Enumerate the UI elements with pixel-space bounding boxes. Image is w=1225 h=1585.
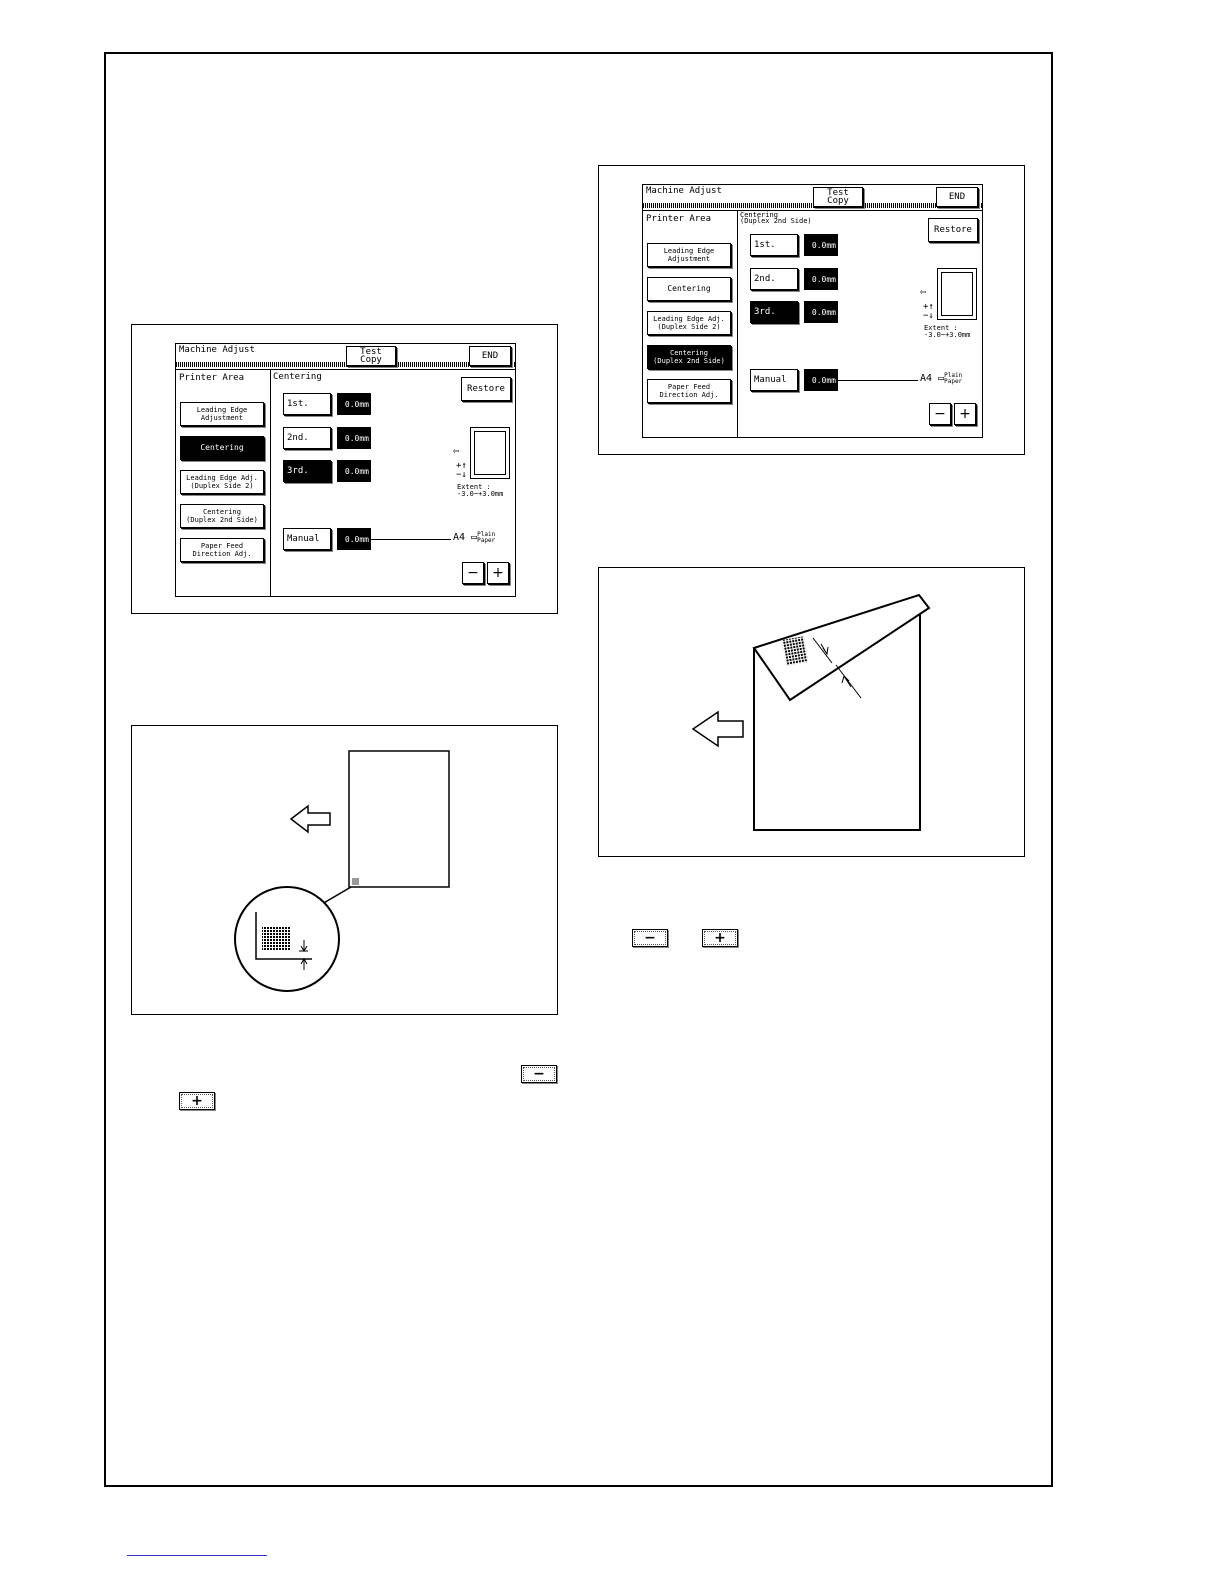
leader-line [838, 380, 918, 381]
sidebar-title: Printer Area [179, 373, 245, 383]
manual-button[interactable]: Manual [283, 528, 331, 550]
paper-sheet [349, 751, 449, 887]
paper-icon [937, 268, 977, 320]
sidebar-title: Printer Area [646, 214, 712, 224]
row-2nd-value: 0.0mm [804, 268, 838, 290]
magnified-pattern [262, 926, 290, 951]
panel-title: Centering [273, 372, 322, 382]
folded-pattern [782, 636, 808, 665]
row-2nd-value: 0.0mm [337, 427, 371, 449]
plus-key-icon: + [179, 1092, 215, 1110]
row-1st-button[interactable]: 1st. [750, 234, 798, 256]
paper-size: A4 [453, 532, 466, 543]
figure-centering-duplex-screen [598, 165, 1025, 455]
test-copy-button[interactable]: Test Copy [346, 346, 396, 366]
row-3rd-button[interactable]: 3rd. [750, 301, 798, 323]
end-button[interactable]: END [936, 187, 978, 207]
panel-title: Centering (Duplex 2nd Side) [740, 211, 812, 225]
end-button[interactable]: END [469, 346, 511, 366]
plus-button[interactable]: + [487, 562, 509, 584]
sidebar-item-leading-edge-duplex[interactable]: Leading Edge Adj. (Duplex Side 2) [647, 311, 731, 335]
restore-button[interactable]: Restore [461, 377, 511, 401]
paper-tray-icon: ▭ [938, 373, 945, 384]
minus-key-icon: − [521, 1065, 557, 1083]
sidebar [643, 211, 738, 437]
sidebar-item-leading-edge-adjustment[interactable]: Leading Edge Adjustment [180, 402, 264, 426]
sidebar-item-centering[interactable]: Centering [647, 277, 731, 301]
paper-size-label [453, 532, 495, 544]
row-3rd-value: 0.0mm [337, 460, 371, 482]
paper-size: A4 [920, 373, 933, 384]
corner-pattern [352, 878, 359, 885]
sidebar-item-centering-duplex[interactable]: Centering (Duplex 2nd Side) [647, 345, 731, 369]
magnifier-callout [322, 887, 351, 904]
sidebar-item-centering[interactable]: Centering [180, 436, 264, 460]
extent-label: Extent : -3.0~+3.0mm [924, 324, 971, 339]
row-2nd-button[interactable]: 2nd. [283, 427, 331, 449]
sidebar-item-leading-edge-adjustment[interactable]: Leading Edge Adjustment [647, 243, 731, 267]
test-copy-button[interactable]: Test Copy [813, 187, 863, 207]
sidebar-item-centering-duplex[interactable]: Centering (Duplex 2nd Side) [180, 504, 264, 528]
restore-button[interactable]: Restore [928, 218, 978, 242]
minus-button[interactable]: − [462, 562, 484, 584]
window-title: Machine Adjust [179, 345, 255, 355]
plus-minus-icon: +↑ −↓ [923, 302, 934, 321]
sidebar-item-paper-feed-direction[interactable]: Paper Feed Direction Adj. [647, 379, 731, 403]
row-3rd-value: 0.0mm [804, 301, 838, 323]
paper-type: Plain Paper [944, 372, 963, 385]
plus-button[interactable]: + [954, 403, 976, 425]
left-arrow-icon: ⇦ [920, 285, 927, 298]
plus-minus-icon: +↑ −↓ [456, 461, 467, 480]
machine-adjust-screen [175, 343, 516, 597]
manual-button[interactable]: Manual [750, 369, 798, 391]
figure-folded-paper [598, 567, 1025, 857]
paper-size-label [920, 373, 962, 385]
minus-button[interactable]: − [929, 403, 951, 425]
feed-arrow-icon [693, 712, 743, 746]
sidebar-item-paper-feed-direction[interactable]: Paper Feed Direction Adj. [180, 538, 264, 562]
manual-value: 0.0mm [804, 369, 838, 391]
folded-paper-illustration [599, 568, 1024, 856]
row-2nd-button[interactable]: 2nd. [750, 268, 798, 290]
row-3rd-button[interactable]: 3rd. [283, 460, 331, 482]
plus-key-icon: + [702, 929, 738, 947]
window-title: Machine Adjust [646, 186, 722, 196]
figure-paper-corner [131, 725, 558, 1015]
manual-value: 0.0mm [337, 528, 371, 550]
paper-icon [470, 427, 510, 479]
footer-rule [127, 1555, 267, 1556]
left-arrow-icon: ⇦ [453, 444, 460, 457]
extent-label: Extent : -3.0~+3.0mm [457, 483, 504, 498]
paper-type: Plain Paper [477, 531, 496, 544]
sidebar [176, 370, 271, 596]
sidebar-item-leading-edge-duplex[interactable]: Leading Edge Adj. (Duplex Side 2) [180, 470, 264, 494]
minus-key-icon: − [632, 929, 668, 947]
paper-corner-illustration [132, 726, 557, 1014]
row-1st-button[interactable]: 1st. [283, 393, 331, 415]
feed-arrow-icon [291, 806, 330, 832]
row-1st-value: 0.0mm [337, 393, 371, 415]
paper-tray-icon: ▭ [471, 532, 478, 543]
row-1st-value: 0.0mm [804, 234, 838, 256]
figure-centering-screen [131, 324, 558, 614]
machine-adjust-screen-duplex [642, 184, 983, 438]
leader-line [371, 539, 451, 540]
